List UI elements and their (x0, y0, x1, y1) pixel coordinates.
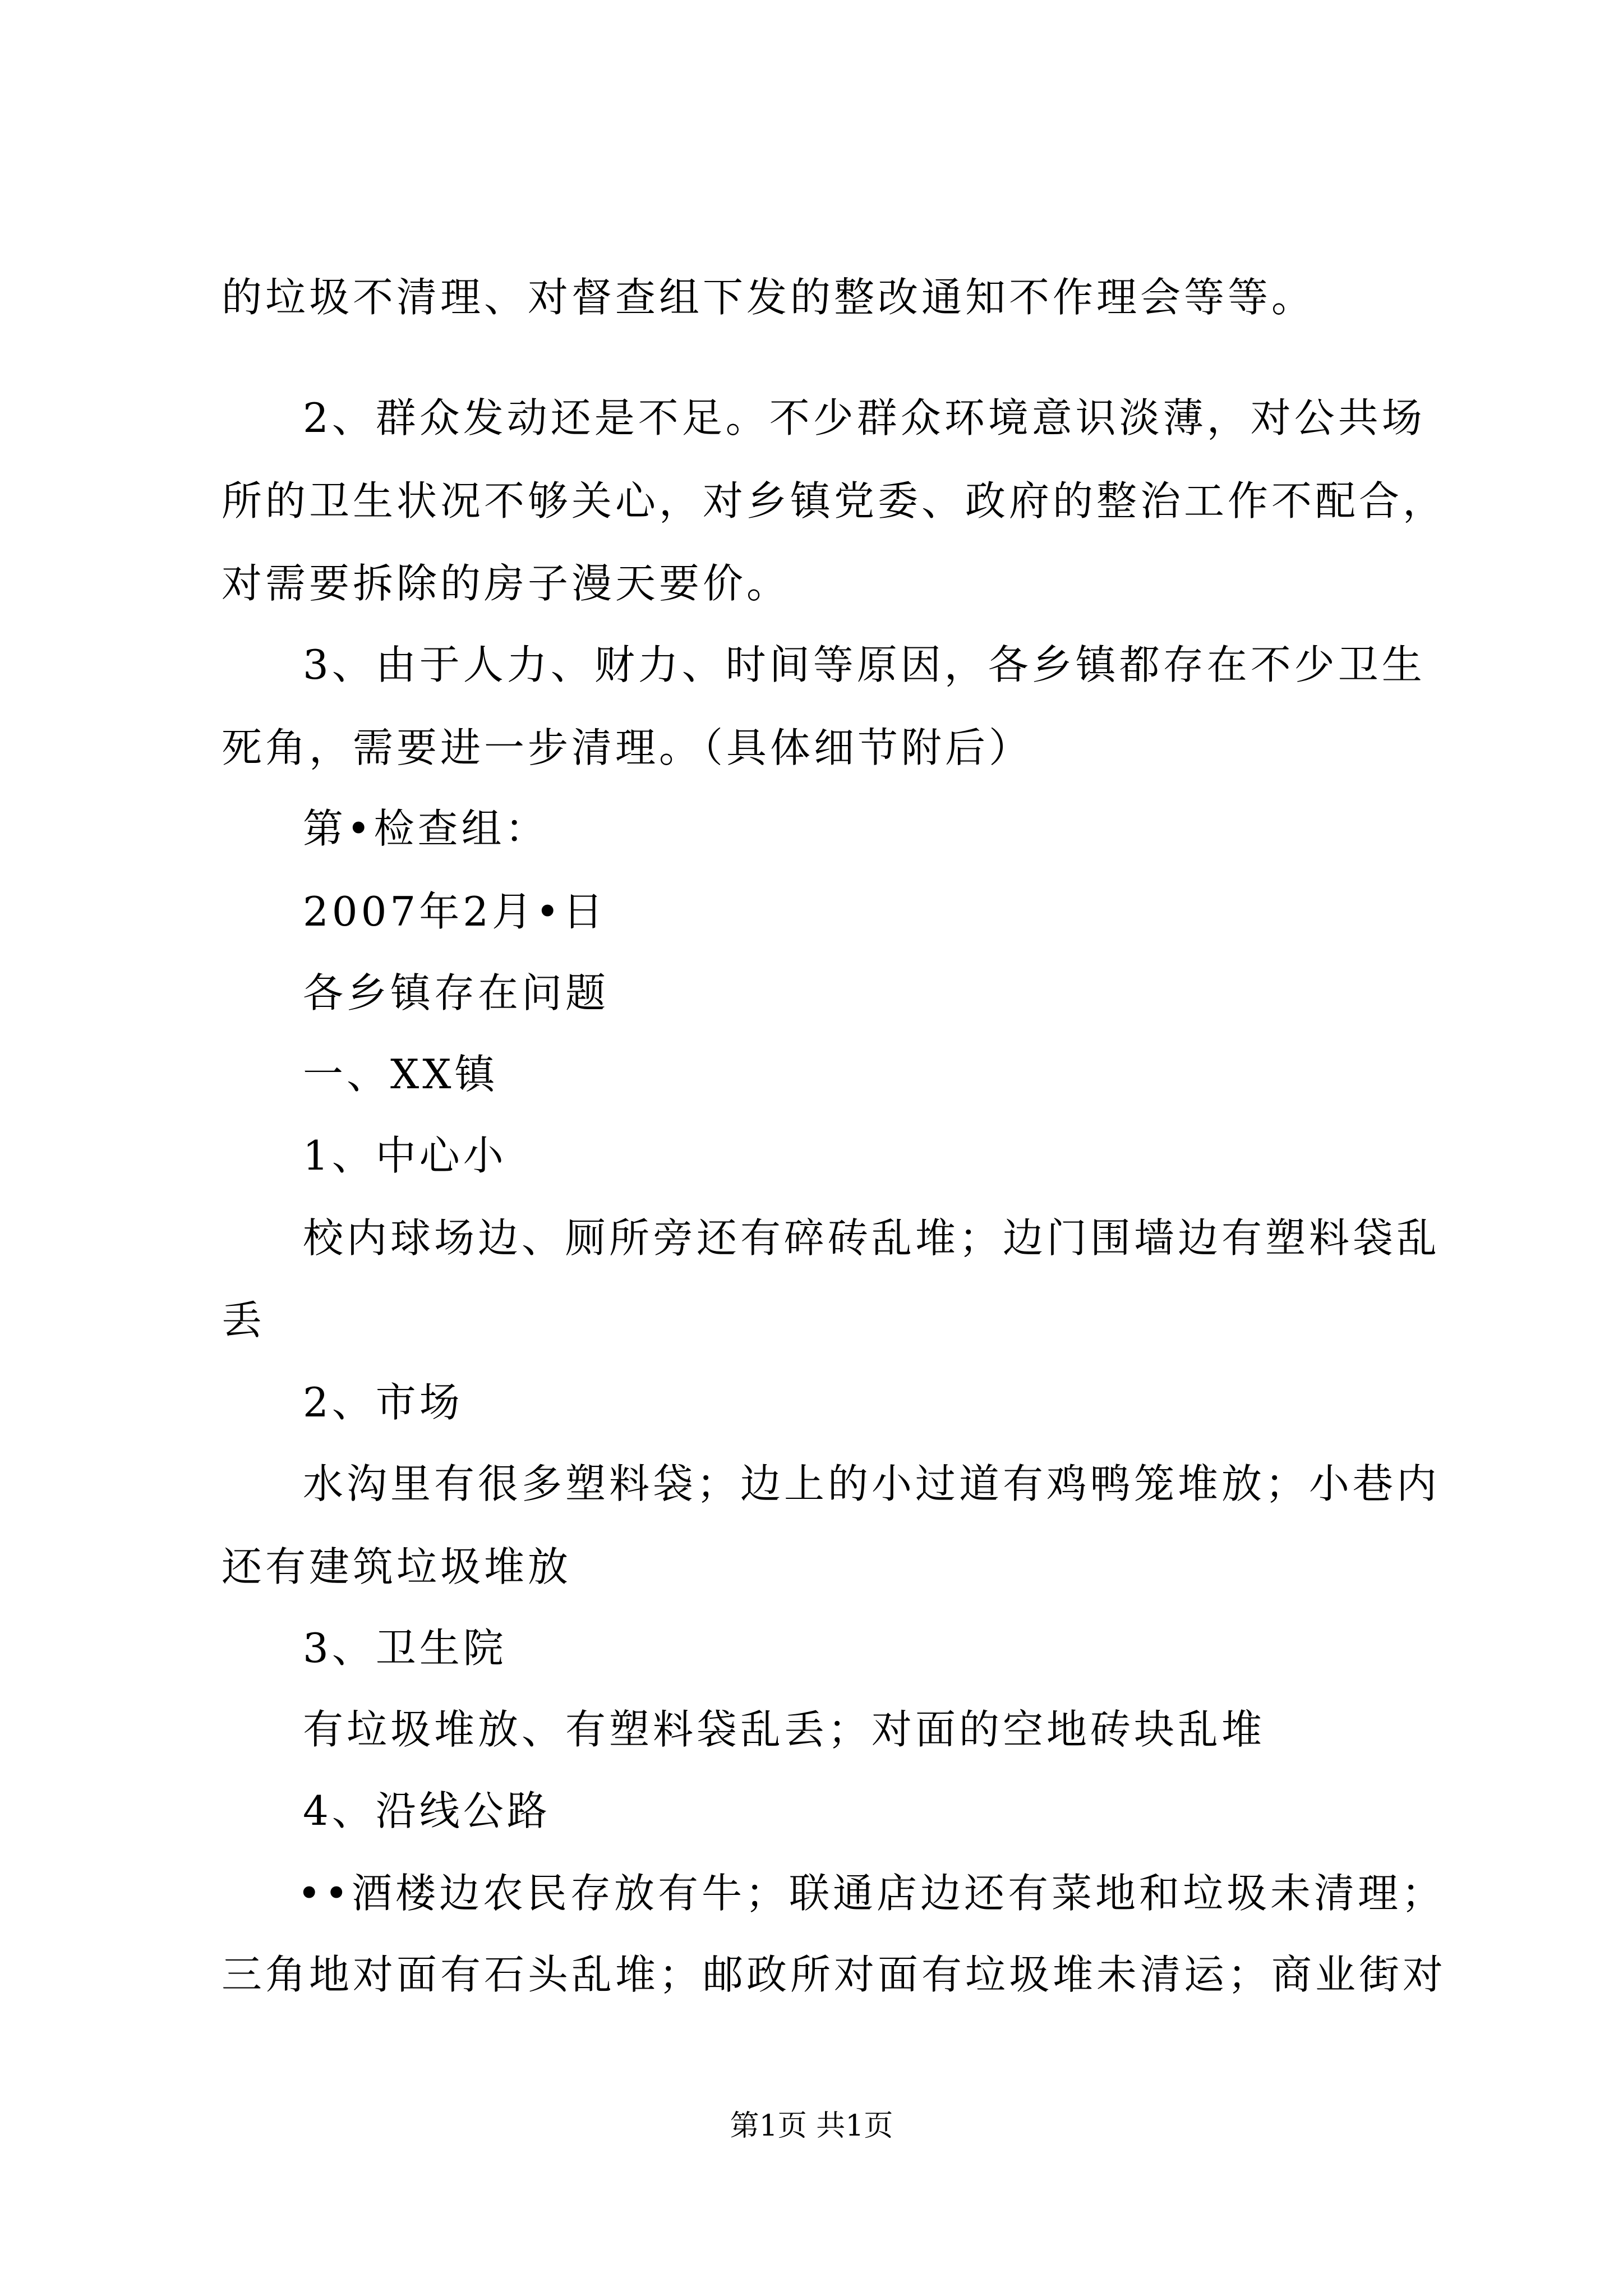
text-line: 2007年2月•日 (303, 888, 607, 935)
text-line: 还有建筑垃圾堆放 (222, 1543, 572, 1590)
text-line: 对需要拆除的房子漫天要价。 (222, 560, 791, 607)
text-line: ••酒楼边农民存放有牛；联通店边还有菜地和垃圾未清理； (297, 1870, 1445, 1917)
text-line: 校内球场边、厕所旁还有碎砖乱堆；边门围墙边有塑料袋乱 (303, 1214, 1441, 1262)
text-line: 死角，需要进一步清理。（具体细节附后） (222, 724, 1033, 771)
text-line: 2、市场 (303, 1379, 463, 1426)
text-line: 3、卫生院 (303, 1625, 507, 1672)
text-line: 第•检查组： (303, 805, 549, 852)
text-line: 水沟里有很多塑料袋；边上的小过道有鸡鸭笼堆放；小巷内 (303, 1460, 1441, 1507)
text-line: 丢 (222, 1296, 266, 1343)
text-line: 各乡镇存在问题 (303, 969, 610, 1016)
text-line: 1、中心小 (303, 1132, 507, 1179)
text-line: 的垃圾不清理、对督查组下发的整改通知不作理会等等。 (222, 274, 1316, 321)
text-line: 三角地对面有石头乱堆；邮政所对面有垃圾堆未清运；商业街对 (222, 1951, 1447, 1998)
page-number-footer: 第1页 共1页 (730, 2109, 893, 2143)
text-line: 3、由于人力、财力、时间等原因，各乡镇都存在不少卫生 (303, 641, 1426, 688)
text-line: 有垃圾堆放、有塑料袋乱丢；对面的空地砖块乱堆 (303, 1706, 1266, 1753)
text-line: 所的卫生状况不够关心，对乡镇党委、政府的整治工作不配合， (222, 477, 1447, 524)
text-line: 2、群众发动还是不足。不少群众环境意识淡薄，对公共场 (303, 394, 1426, 441)
text-line: 4、沿线公路 (303, 1787, 551, 1834)
text-line: 一、XX镇 (303, 1051, 499, 1098)
